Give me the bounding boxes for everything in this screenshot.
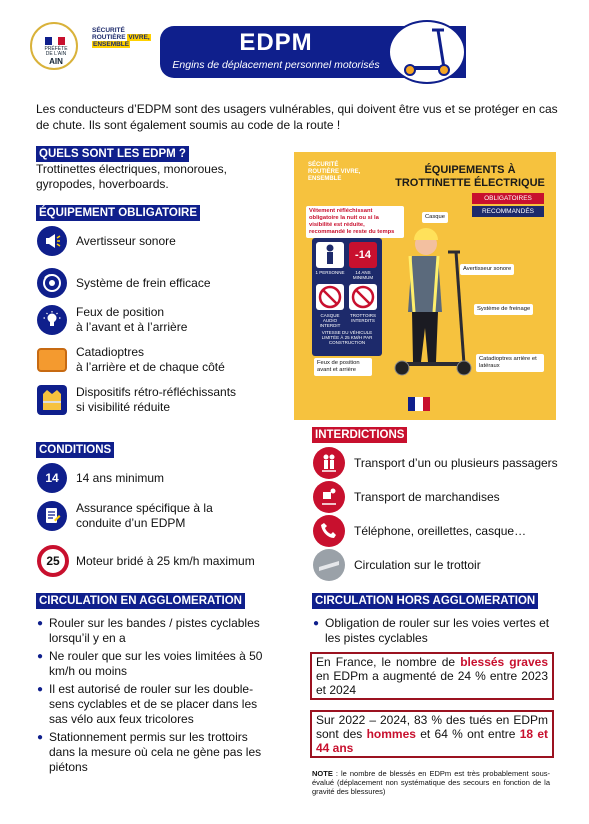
interdiction-label: Transport de marchandises xyxy=(354,489,500,504)
prefecture-lines: PRÉFÈTE DE L'AIN xyxy=(44,46,68,57)
equipement-item-lights xyxy=(37,305,187,335)
hors-agglo-list xyxy=(313,616,555,649)
stat2-highlight-age: 18 et 44 ans xyxy=(316,727,549,755)
note-text: : le nombre de blessés en EDPm est très probablement sous-évalué (déplacement non systématique des secours en fonction de la gravité des blessures) xyxy=(312,769,550,796)
single-person-icon xyxy=(316,242,344,268)
equipement-label: Catadioptres à l’arrière et de chaque côté xyxy=(76,345,225,374)
reflector-icon xyxy=(37,348,67,372)
no-sidewalk-icon xyxy=(349,284,377,310)
interdiction-label: Téléphone, oreillettes, casque… xyxy=(354,523,527,538)
note-label: NOTE xyxy=(312,769,333,778)
condition-label: 14 ans minimum xyxy=(76,470,165,485)
condition-item-insurance xyxy=(37,501,213,531)
securite-routiere-logo: SÉCURITÉ ROUTIÈRE VIVRE, ENSEMBLE xyxy=(92,27,150,48)
interdiction-item-passengers xyxy=(313,447,558,479)
equipement-item-horn xyxy=(37,226,176,256)
scooter-icon xyxy=(388,20,466,84)
rider-illustration xyxy=(390,222,476,382)
section-title-conditions: CONDITIONS xyxy=(36,442,114,458)
poster-lights-label: Feux de position avant et arrière xyxy=(314,358,372,376)
french-flag-icon xyxy=(408,397,430,411)
poster-reflectors-label: Catadioptres arrière et latéraux xyxy=(476,354,544,372)
equipement-item-vest xyxy=(37,385,236,415)
no-passengers-icon xyxy=(313,447,345,479)
condition-item-age xyxy=(37,463,164,493)
panel-audio-text: CASQUE AUDIO INTERDIT xyxy=(319,313,341,328)
section-title-equipement: ÉQUIPEMENT OBLIGATOIRE xyxy=(36,205,200,221)
section-title-agglo: CIRCULATION EN AGGLOMERATION xyxy=(36,593,245,609)
horn-icon xyxy=(37,226,67,256)
section-title-hors-agglo: CIRCULATION HORS AGGLOMERATION xyxy=(312,593,538,609)
header-logos xyxy=(30,22,160,70)
section-title-interdictions: INTERDICTIONS xyxy=(312,427,407,443)
quels-text: Trottinettes électriques, monoroues, gyropodes, hoverboards. xyxy=(36,162,227,191)
agglo-item: ● Il est autorisé de rouler sur les double-sens cyclables et de se placer dans les sas vélo aux feux tricolores xyxy=(37,682,275,727)
stat-box-injuries xyxy=(310,652,554,700)
no-phone-icon xyxy=(313,515,345,547)
age-badge: 14 xyxy=(37,463,67,493)
no-headphones-icon xyxy=(316,284,344,310)
equipement-item-reflectors xyxy=(37,345,225,375)
stat2-highlight-men: hommes xyxy=(366,727,416,741)
poster-horn-label: Avertisseur sonore xyxy=(460,264,514,275)
speed-limit-badge: 25 xyxy=(37,545,69,577)
poster-obligatoires-tag: OBLIGATOIRES xyxy=(472,193,544,204)
page-title: EDPM xyxy=(239,29,313,56)
intro-text: Les conducteurs d’EDPM sont des usagers vulnérables, qui doivent être vus et se protéger en cas de chute. Ils sont également soumis au code de la route ! xyxy=(36,102,558,132)
light-bulb-icon xyxy=(37,305,67,335)
interdiction-item-sidewalk xyxy=(313,549,481,581)
equipement-label: Feux de position à l’avant et à l’arrière xyxy=(76,305,188,334)
section-title-quels: QUELS SONT LES EDPM ? xyxy=(36,146,189,162)
equipement-label: Avertisseur sonore xyxy=(76,233,176,248)
agglo-item: ● Ne rouler que sur les voies limitées à 50 km/h ou moins xyxy=(37,649,275,679)
no-goods-icon xyxy=(313,481,345,513)
equipement-item-brake xyxy=(37,268,211,298)
stat2-before: Sur 2022 – 2024, 83 % des tués en EDPm sont des xyxy=(316,713,548,741)
page-subtitle: Engins de déplacement personnel motorisés xyxy=(172,59,380,71)
agglo-item: ● Stationnement permis sur les trottoirs dans la mesure où cela ne gène pas les piétons xyxy=(37,730,275,775)
interdiction-label: Transport d’un ou plusieurs passagers xyxy=(354,455,558,470)
poster-recommandes-tag: RECOMMANDÉS xyxy=(472,206,544,217)
sidewalk-icon xyxy=(313,549,345,581)
age-minimum-badge: -14 xyxy=(349,242,377,268)
equipment-poster xyxy=(294,152,556,420)
poster-sr-logo: SÉCURITÉ ROUTIÈRE VIVRE, ENSEMBLE xyxy=(308,162,361,182)
condition-label: Assurance spécifique à la conduite d’un EDPM xyxy=(76,501,213,530)
brake-disc-icon xyxy=(37,268,67,298)
french-flag-icon xyxy=(45,37,65,45)
condition-label: Moteur bridé à 25 km/h maximum xyxy=(76,553,255,568)
stat1-after: en EDPm a augmenté de 24 % entre 2023 et 2024 xyxy=(316,669,548,697)
stat1-before: En France, le nombre de xyxy=(316,655,461,669)
agglo-item: ● Rouler sur les bandes / pistes cyclables lorsqu’il y en a xyxy=(37,616,275,646)
poster-brake-label: Système de freinage xyxy=(474,304,533,315)
panel-sidewalk-text: TROTTOIRS INTERDITS xyxy=(350,313,376,323)
stat1-highlight: blessés graves xyxy=(460,655,549,669)
equipement-label: Système de frein efficace xyxy=(76,275,211,290)
poster-helmet-label: Casque xyxy=(422,212,448,223)
stat-box-deaths xyxy=(310,710,554,758)
hors-agglo-item: ● Obligation de rouler sur les voies vertes et les pistes cyclables xyxy=(313,616,555,646)
interdiction-label: Circulation sur le trottoir xyxy=(354,557,481,572)
safety-vest-icon xyxy=(37,385,67,415)
interdiction-item-phone xyxy=(313,515,526,547)
agglo-list xyxy=(37,616,275,778)
poster-title: ÉQUIPEMENTS À TROTTINETTE ÉLECTRIQUE xyxy=(395,164,545,189)
prefecture-logo-text: AIN xyxy=(49,57,63,66)
stat2-middle: et 64 % ont entre xyxy=(415,727,520,741)
insurance-document-icon xyxy=(37,501,67,531)
prefecture-logo xyxy=(30,22,78,70)
condition-item-speed xyxy=(37,545,255,577)
poster-rules-panel xyxy=(312,238,382,356)
poster-vest-label: Vêtement réfléchissant obligatoire la nuit ou si la visibilité est réduite, recommandé le reste du temps xyxy=(306,206,404,238)
panel-age-text: 14 ANS MINIMUM xyxy=(352,270,374,280)
panel-one-person-text: 1 PERSONNE xyxy=(315,270,345,275)
interdiction-item-goods xyxy=(313,481,500,513)
panel-speed-text: VITESSE DU VÉHICULE LIMITÉE À 25 KM/H PAR CONSTRUCTION xyxy=(321,330,373,345)
equipement-label: Dispositifs rétro-réfléchissants si visibilité réduite xyxy=(76,385,237,414)
footnote xyxy=(312,769,550,796)
